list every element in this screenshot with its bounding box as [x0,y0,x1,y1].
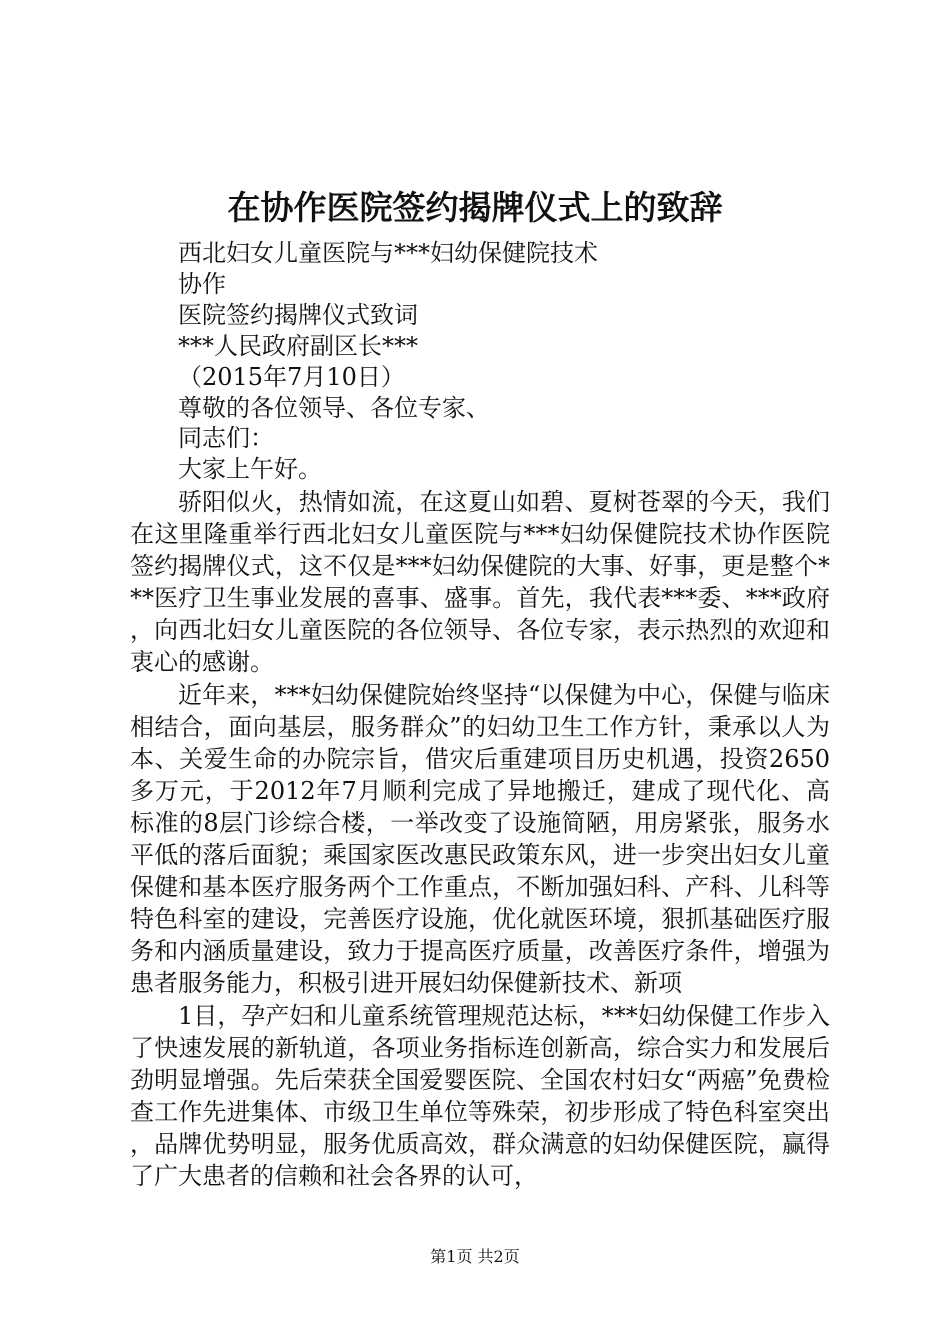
body-paragraph: 1目，孕产妇和儿童系统管理规范达标，***妇幼保健工作步入了快速发展的新轨道，各项业务指标连创新高，综合实力和发展后劲明显增强。先后荣获全国爱婴医院、全国农村妇女“两癌”免费检查工作先进集体、市级卫生单位等殊荣，初步形成了特色科室突出，品牌优势明显，服务优质高效，群众满意的妇幼保健医院，赢得了广大患者的信赖和社会各界的认可， [130,1001,830,1190]
header-line: 协作 [178,269,226,298]
date-line: （2015年7月10日） [178,362,405,391]
document-title: 在协作医院签约揭牌仪式上的致辞 [227,188,723,227]
header-line: 西北妇女儿童医院与***妇幼保健院技术 [178,239,598,267]
body-paragraph: 近年来，***妇幼保健院始终坚持“以保健为中心，保健与临床相结合，面向基层，服务群众”的妇幼卫生工作方针，秉承以人为本、关爱生命的办院宗旨，借灾后重建项目历史机遇，投资2650多万元，于2012年7月顺利完成了异地搬迁，建成了现代化、高标准的8层门诊综合楼，一举改变了设施简陋，用房紧张，服务水平低的落后面貌；乘国家医改惠民政策东风，进一步突出妇女儿童保健和基本医疗服务两个工作重点，不断加强妇科、产科、儿科等特色科室的建设，完善医疗设施，优化就医环境，狠抓基础医疗服务和内涵质量建设，致力于提高医疗质量，改善医疗条件，增强为患者服务能力，积极引进开展妇幼保健新技术、新项 [130,680,830,998]
page-number-footer: 第1页 共2页 [430,1247,520,1266]
speech-header [178,238,878,485]
header-line: 医院签约揭牌仪式致词 [178,300,418,329]
speech-body [130,486,830,1192]
salutation-line: 尊敬的各位领导、各位专家、 [178,393,490,422]
speaker-line: ***人民政府副区长*** [178,331,418,360]
salutation-line: 同志们： [178,424,274,453]
body-paragraph: 骄阳似火，热情如流，在这夏山如碧、夏树苍翠的今天，我们在这里隆重举行西北妇女儿童医院与***妇幼保健院技术协作医院签约揭牌仪式，这不仅是***妇幼保健院的大事、好事，更是整个***医疗卫生事业发展的喜事、盛事。首先，我代表***委、***政府，向西北妇女儿童医院的各位领导、各位专家，表示热烈的欢迎和衷心的感谢。 [130,488,830,677]
greeting-line: 大家上午好。 [178,455,322,484]
